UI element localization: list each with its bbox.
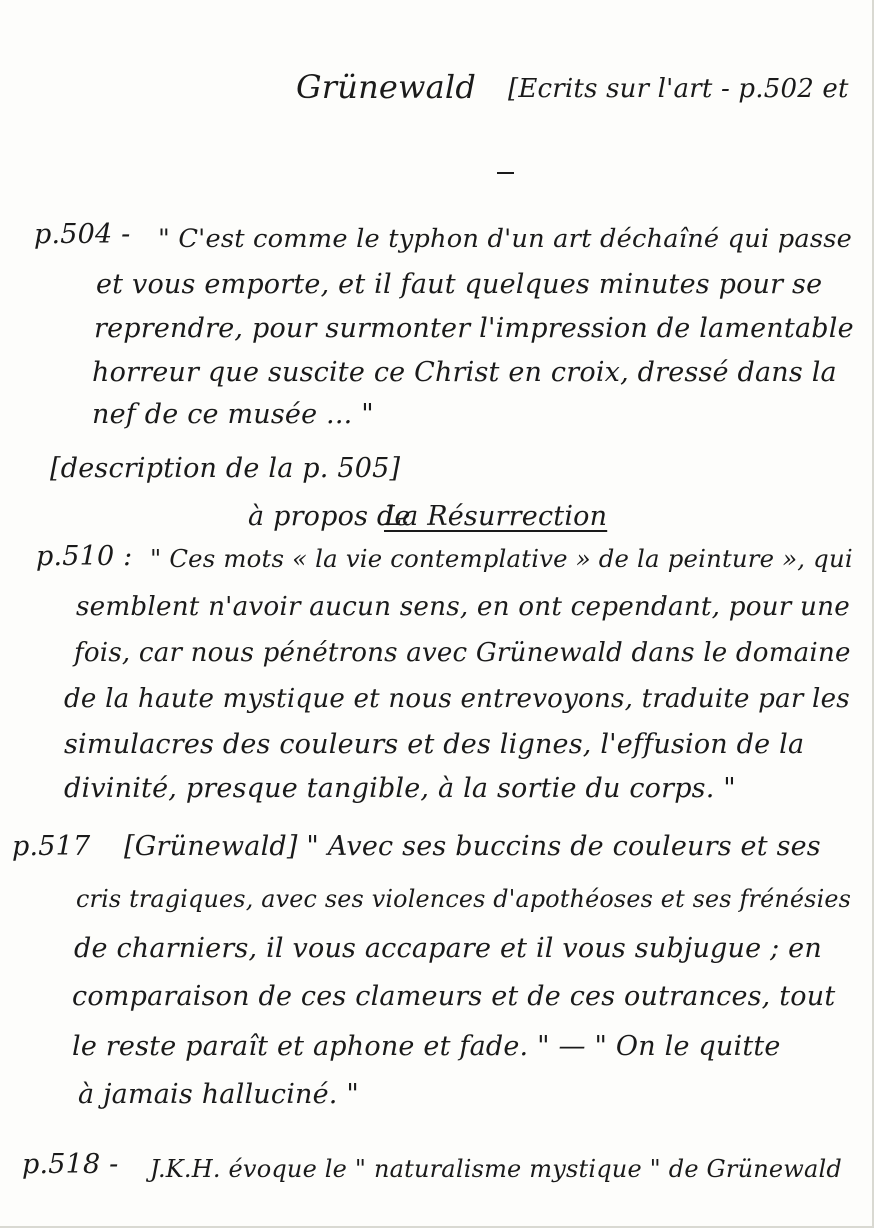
page-ref-518: p.518 -	[22, 1149, 119, 1180]
section-heading-prefix: à propos de	[248, 501, 411, 532]
quote-line: " Ces mots « la vie contemplative » de la peinture », qui	[150, 544, 853, 573]
quote-line: de charniers, il vous accapare et il vous subjugue ; en	[74, 933, 822, 964]
source-reference: [Ecrits sur l'art - p.502 et	[508, 74, 849, 104]
quote-line: J.K.H. évoque le " naturalisme mystique " de Grünewald	[150, 1155, 842, 1183]
quote-line: " C'est comme le typhon d'un art déchaîné qui passe	[158, 224, 852, 254]
page-ref-510: p.510 :	[36, 541, 133, 572]
quote-line: nef de ce musée ... "	[92, 399, 374, 430]
quote-line: et vous emporte, et il faut quelques minutes pour se	[96, 269, 823, 300]
quote-line: le reste paraît et aphone et fade. " — " On le quitte	[72, 1031, 781, 1062]
page-ref-517: p.517	[12, 831, 91, 862]
quote-line: horreur que suscite ce Christ en croix, dressé dans la	[92, 357, 837, 388]
description-note: [description de la p. 505]	[50, 453, 401, 484]
section-heading-title: La Résurrection	[384, 501, 608, 532]
quote-line: comparaison de ces clameurs et de ces outrances, tout	[72, 981, 836, 1012]
quote-line: semblent n'avoir aucun sens, en ont cependant, pour une	[76, 592, 850, 622]
quote-line: cris tragiques, avec ses violences d'apothéoses et ses frénésies	[76, 885, 852, 913]
quote-line: reprendre, pour surmonter l'impression de lamentable	[94, 313, 854, 344]
separator-dash	[497, 172, 514, 174]
quote-line: simulacres des couleurs et des lignes, l'effusion de la	[64, 729, 805, 760]
quote-line: à jamais halluciné. "	[78, 1079, 359, 1110]
page-ref-504: p.504 -	[34, 219, 131, 250]
quote-line: de la haute mystique et nous entrevoyons, traduite par les	[64, 684, 850, 714]
page-title: Grünewald	[296, 68, 477, 106]
quote-line: [Grünewald] " Avec ses buccins de couleurs et ses	[124, 831, 821, 862]
quote-line: divinité, presque tangible, à la sortie du corps. "	[64, 773, 736, 804]
quote-line: fois, car nous pénétrons avec Grünewald dans le domaine	[74, 638, 851, 668]
